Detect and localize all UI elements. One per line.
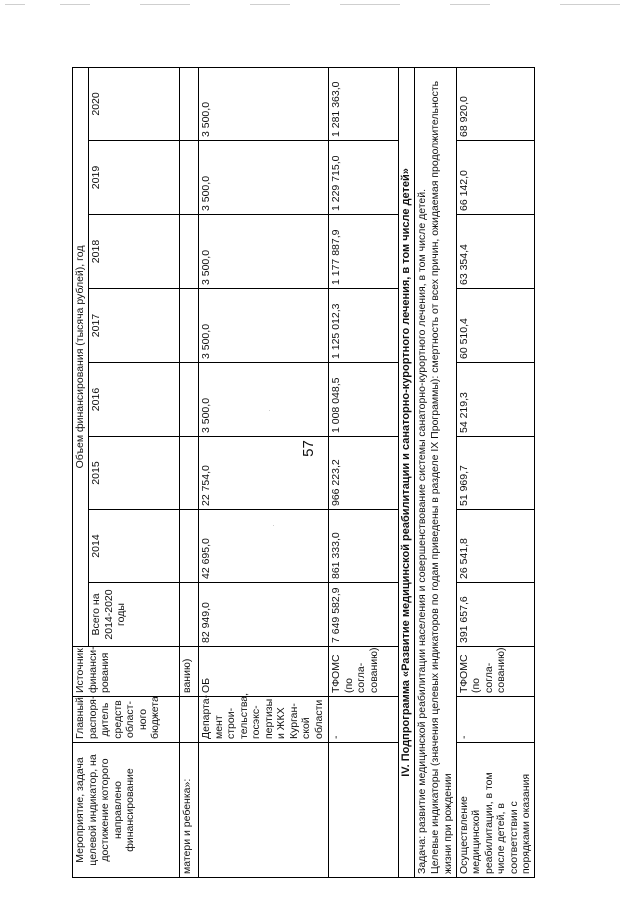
cell-value	[180, 289, 199, 363]
cell-value: 1 229 715,0	[329, 141, 399, 215]
cell-value: 42 695,0	[199, 510, 329, 583]
cell-value	[180, 141, 199, 215]
cell-executor	[180, 697, 199, 743]
section-title: IV. Подпрограмма «Развитие медицинской реабилитации и санаторно-курортного лечения, в том числе детей»	[399, 67, 415, 877]
cell-value	[180, 363, 199, 437]
cell-value: 63 354,4	[456, 215, 534, 289]
task-text: Задача: развитие медицинской реабилитации населения и совершенствование системы санаторно-курортного лечения, в том числе детей.	[415, 188, 428, 874]
header-year: 2018	[89, 215, 180, 289]
page-number: 57	[299, 440, 317, 457]
cell-source: ванию)	[180, 647, 199, 697]
header-year: 2019	[89, 141, 180, 215]
table-row	[199, 67, 329, 877]
cell-value: 1 281 363,0	[329, 67, 399, 140]
cell-total: 7 649 582,9	[329, 583, 399, 647]
cell-executor: Департа- мент строи- тельства, госэкс- пертизы и ЖКХ Курган- ской области	[199, 697, 329, 743]
task-cell	[414, 67, 456, 877]
cell-source: ТФОМС (по согла- сованию)	[329, 647, 399, 697]
scan-artifact	[250, 4, 290, 5]
task-row	[414, 67, 456, 877]
cell-executor: -	[456, 697, 534, 743]
header-year: 2020	[89, 67, 180, 140]
cell-value: 861 333,0	[329, 510, 399, 583]
cell-value: 966 223,2	[329, 437, 399, 510]
table-row	[456, 67, 534, 877]
cell-total: 82 949,0	[199, 583, 329, 647]
cell-activity: матери и ребенка»:	[180, 743, 199, 878]
cell-activity	[199, 743, 329, 878]
header-source: Источник финанси- рования	[73, 647, 180, 697]
scan-artifact	[340, 4, 400, 5]
table-row	[329, 67, 399, 877]
cell-value: 51 969,7	[456, 437, 534, 510]
cell-value: 3 500,0	[199, 67, 329, 140]
cell-value: 66 142,0	[456, 141, 534, 215]
cell-activity	[329, 743, 399, 878]
scan-artifact	[450, 4, 490, 5]
cell-total: 391 657,6	[456, 583, 534, 647]
cell-value: 1 177 887,9	[329, 215, 399, 289]
cell-value	[180, 437, 199, 510]
cell-value: 68 920,0	[456, 67, 534, 140]
cell-value	[180, 215, 199, 289]
cell-value: 3 500,0	[199, 215, 329, 289]
scan-speck: ·	[272, 520, 275, 530]
cell-value: 60 510,4	[456, 289, 534, 363]
header-executor: Главный распоря- дитель средств област- ного бюджета	[73, 697, 180, 743]
cell-value: 3 500,0	[199, 289, 329, 363]
rotated-table-container	[72, 68, 532, 878]
section-row	[399, 67, 415, 877]
scan-artifact	[60, 4, 90, 5]
cell-value: 3 500,0	[199, 363, 329, 437]
scan-speck: ·	[268, 405, 271, 415]
header-year: 2015	[89, 437, 180, 510]
indicators-text: Целевые индикаторы (значения целевых индикаторов по годам приведены в разделе IX Программы): смертность от всех причин, ожидаемая продолжительность жизни при рождении	[428, 80, 454, 874]
cell-value: 22 754,0	[199, 437, 329, 510]
header-row-1	[73, 67, 89, 877]
scan-artifact	[5, 4, 25, 5]
cell-source: ОБ	[199, 647, 329, 697]
header-year: 2017	[89, 289, 180, 363]
header-year: 2014	[89, 510, 180, 583]
cell-value: 3 500,0	[199, 141, 329, 215]
header-activity: Мероприятие, задача целевой индикатор, на достижение которого направлено финансирование	[73, 743, 180, 878]
header-year: 2016	[89, 363, 180, 437]
cell-value	[180, 67, 199, 140]
cell-value: 54 219,3	[456, 363, 534, 437]
cell-value: 26 541,8	[456, 510, 534, 583]
cell-value	[180, 510, 199, 583]
header-volume: Объем финансирования (тысяча рублей), год	[73, 67, 89, 646]
cell-value: 1 008 048,5	[329, 363, 399, 437]
scan-artifact	[560, 4, 620, 5]
cell-executor: -	[329, 697, 399, 743]
header-total: Всего на 2014-2020 годы	[89, 583, 180, 647]
scan-artifact	[140, 4, 190, 5]
financing-table	[72, 67, 535, 878]
cell-total	[180, 583, 199, 647]
cell-source: ТФОМС (по согла- сованию)	[456, 647, 534, 697]
table-row	[180, 67, 199, 877]
cell-activity: Осуществление медицинской реабилитации, в том числе детей, в соответствии с порядками оказания	[456, 743, 534, 878]
cell-value: 1 125 012,3	[329, 289, 399, 363]
